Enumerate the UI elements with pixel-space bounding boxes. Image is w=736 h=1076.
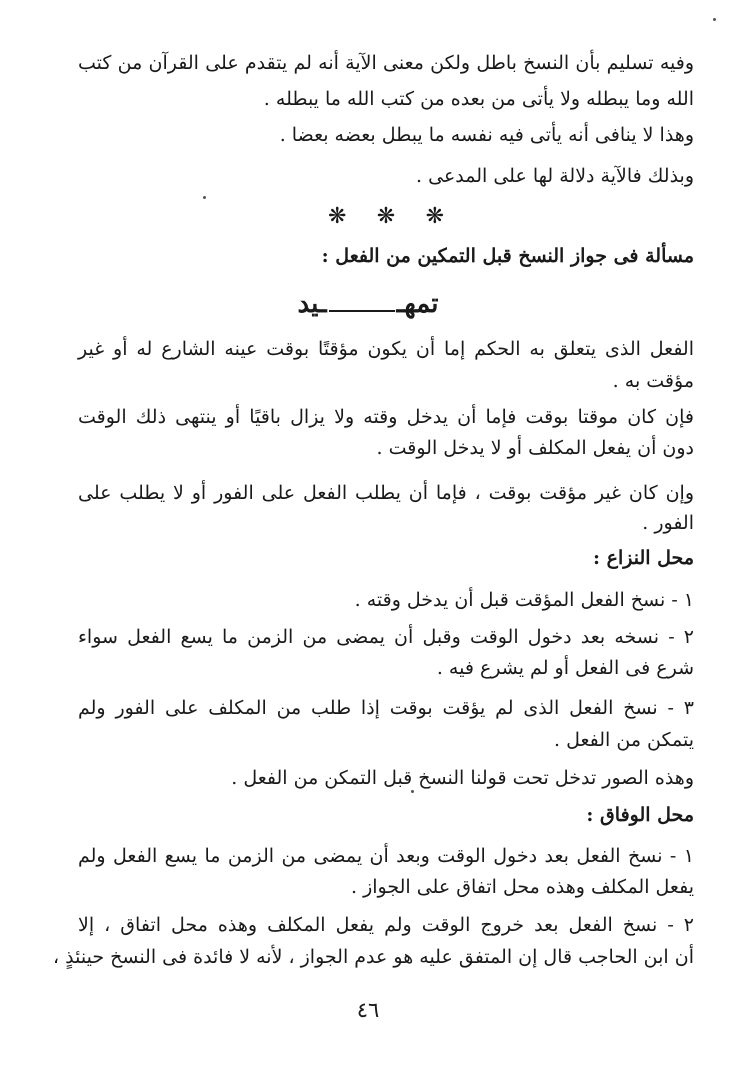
list-item: ١ - نسخ الفعل بعد دخول الوقت وبعد أن يمضى من الزمن ما يسع الفعل ولم xyxy=(78,845,694,867)
subheading-dispute: محل النزاع : xyxy=(593,547,694,569)
text-line: دون أن يفعل المكلف أو لا يدخل الوقت . xyxy=(376,437,694,459)
text-line: أن ابن الحاجب قال إن المتفق عليه هو عدم الجواز ، لأنه لا فائدة فى النسخ حينئذٍ ، xyxy=(52,946,694,968)
section-heading xyxy=(0,287,736,321)
separator-star: ❋ xyxy=(376,204,396,229)
text-line: وهذا لا ينافى أنه يأتى فيه نفسه ما يبطل بعضه بعضا . xyxy=(279,124,694,146)
scan-speck xyxy=(203,196,206,199)
kashida-stroke xyxy=(329,310,395,312)
scan-speck xyxy=(713,18,716,21)
list-item: ١ - نسخ الفعل المؤقت قبل أن يدخل وقته . xyxy=(354,589,694,611)
text-line: يفعل المكلف وهذه محل اتفاق على الجواز . xyxy=(350,876,694,898)
issue-title: مسألة فى جواز النسخ قبل التمكين من الفعل : xyxy=(321,245,694,267)
text-line: مؤقت به . xyxy=(612,370,694,392)
text-line: شرع فى الفعل أو لم يشرع فيه . xyxy=(436,657,694,679)
heading-part: ـيد xyxy=(297,289,327,319)
text-line: الفور . xyxy=(642,512,694,534)
list-item: ٣ - نسخ الفعل الذى لم يؤقت بوقت إذا طلب من المكلف على الفور ولم xyxy=(78,697,694,719)
list-item: ٢ - نسخه بعد دخول الوقت وقبل أن يمضى من الزمن ما يسع الفعل سواء xyxy=(78,626,694,648)
text-line: الله وما يبطله ولا يأتى من بعده من كتب الله ما يبطله . xyxy=(263,88,694,110)
scan-speck xyxy=(411,790,414,793)
text-line: الفعل الذى يتعلق به الحكم إما أن يكون مؤقتًا بوقت عينه الشارع له أو غير xyxy=(78,338,694,360)
subheading-agreement: محل الوفاق : xyxy=(586,804,694,826)
text-line: وفيه تسليم بأن النسخ باطل ولكن معنى الآية أنه لم يتقدم على القرآن من كتب xyxy=(78,52,694,74)
page-number: ٤٦ xyxy=(356,998,380,1022)
heading-part: تمهـ xyxy=(396,289,439,319)
section-separator xyxy=(328,205,444,229)
text-line: وبذلك فالآية دلالة لها على المدعى . xyxy=(416,165,694,187)
text-line: فإن كان موقتا بوقت فإما أن يدخل وقته ولا يزال باقيًا أو ينتهى ذلك الوقت xyxy=(78,406,694,428)
separator-star: ❋ xyxy=(328,204,347,229)
text-line: وإن كان غير مؤقت بوقت ، فإما أن يطلب الفعل على الفور أو لا يطلب على xyxy=(78,482,694,504)
separator-star: ❋ xyxy=(425,204,444,229)
text-line: وهذه الصور تدخل تحت قولنا النسخ قبل التمكن من الفعل . xyxy=(231,767,694,789)
text-line: يتمكن من الفعل . xyxy=(554,729,694,751)
list-item: ٢ - نسخ الفعل بعد خروج الوقت ولم يفعل المكلف وهذه محل اتفاق ، إلا xyxy=(78,914,694,936)
